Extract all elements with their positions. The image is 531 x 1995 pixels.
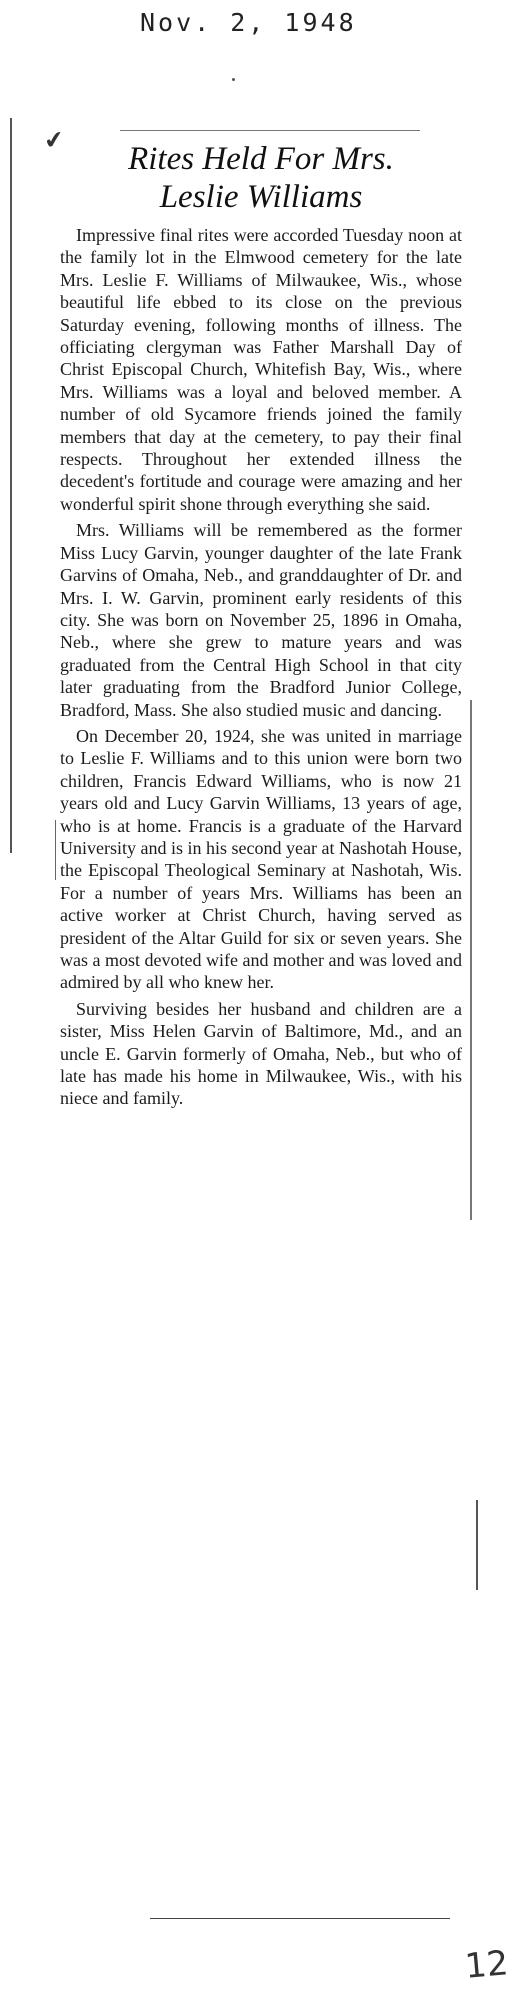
handwritten-page-number: 12 — [463, 1943, 510, 1987]
headline-line-1: Rites Held For Mrs. — [128, 141, 394, 177]
obituary-article — [60, 140, 462, 1114]
paragraph-2: Mrs. Williams will be remembered as the former Miss Lucy Garvin, younger daughter of the late Frank Garvins of Omaha, Neb., and granddaughter of Dr. and Mrs. I. W. Garvin, prominent early residents of this city. She was born on November 25, 1896 in Omaha, Neb., where she grew to mature years and was graduated from the Central High School in that city later graduating from the Bradford Junior College, Bradford, Mass. She also studied music and dancing. — [60, 520, 462, 720]
left-margin-mark — [55, 820, 56, 880]
right-margin-line — [470, 700, 472, 1220]
paragraph-3: On December 20, 1924, she was united in marriage to Leslie F. Williams and to this union were born two children, Francis Edward Williams, who is now 21 years old and Lucy Garvin Williams, 13 years of age, who is at home. Francis is a graduate of the Harvard University and is in his second year at Nashotah House, the Episcopal Theological Seminary at Nashotah, Wis. For a number of years Mrs. Williams has been an active worker at Christ Church, having served as president of the Altar Guild for six or seven years. She was a most devoted wife and mother and was loved and admired by all who knew her. — [60, 725, 462, 993]
paragraph-4: Surviving besides her husband and children are a sister, Miss Helen Garvin of Baltimore, Md., and an uncle E. Garvin formerly of Omaha, Neb., but who of late has made his home in Milwaukee, Wis., with his niece and family. — [60, 998, 462, 1109]
paragraph-1: Impressive final rites were accorded Tuesday noon at the family lot in the Elmwood cemetery for the late Mrs. Leslie F. Williams of Milwaukee, Wis., whose beautiful life ebbed to its close on the previous Saturday evening, following months of illness. The officiating clergyman was Father Marshall Day of Christ Episcopal Church, Whitefish Bay, Wis., where Mrs. Williams was a loyal and beloved member. A number of old Sycamore friends joined the family members that day at the cemetery, to pay their final respects. Throughout her extended illness the decedent's fortitude and courage were amazing and her wonderful spirit shone through everything she said. — [60, 225, 462, 514]
check-mark-icon: ✔ — [42, 124, 66, 156]
article-headline — [60, 140, 462, 216]
print-speck — [232, 78, 235, 81]
right-margin-mark — [476, 1500, 478, 1590]
top-rule — [120, 130, 420, 131]
left-margin-line — [10, 118, 12, 853]
bottom-rule — [150, 1918, 450, 1919]
article-body — [60, 224, 462, 1110]
clipping-date: Nov. 2, 1948 — [140, 8, 357, 37]
headline-line-2: Leslie Williams — [159, 179, 363, 215]
